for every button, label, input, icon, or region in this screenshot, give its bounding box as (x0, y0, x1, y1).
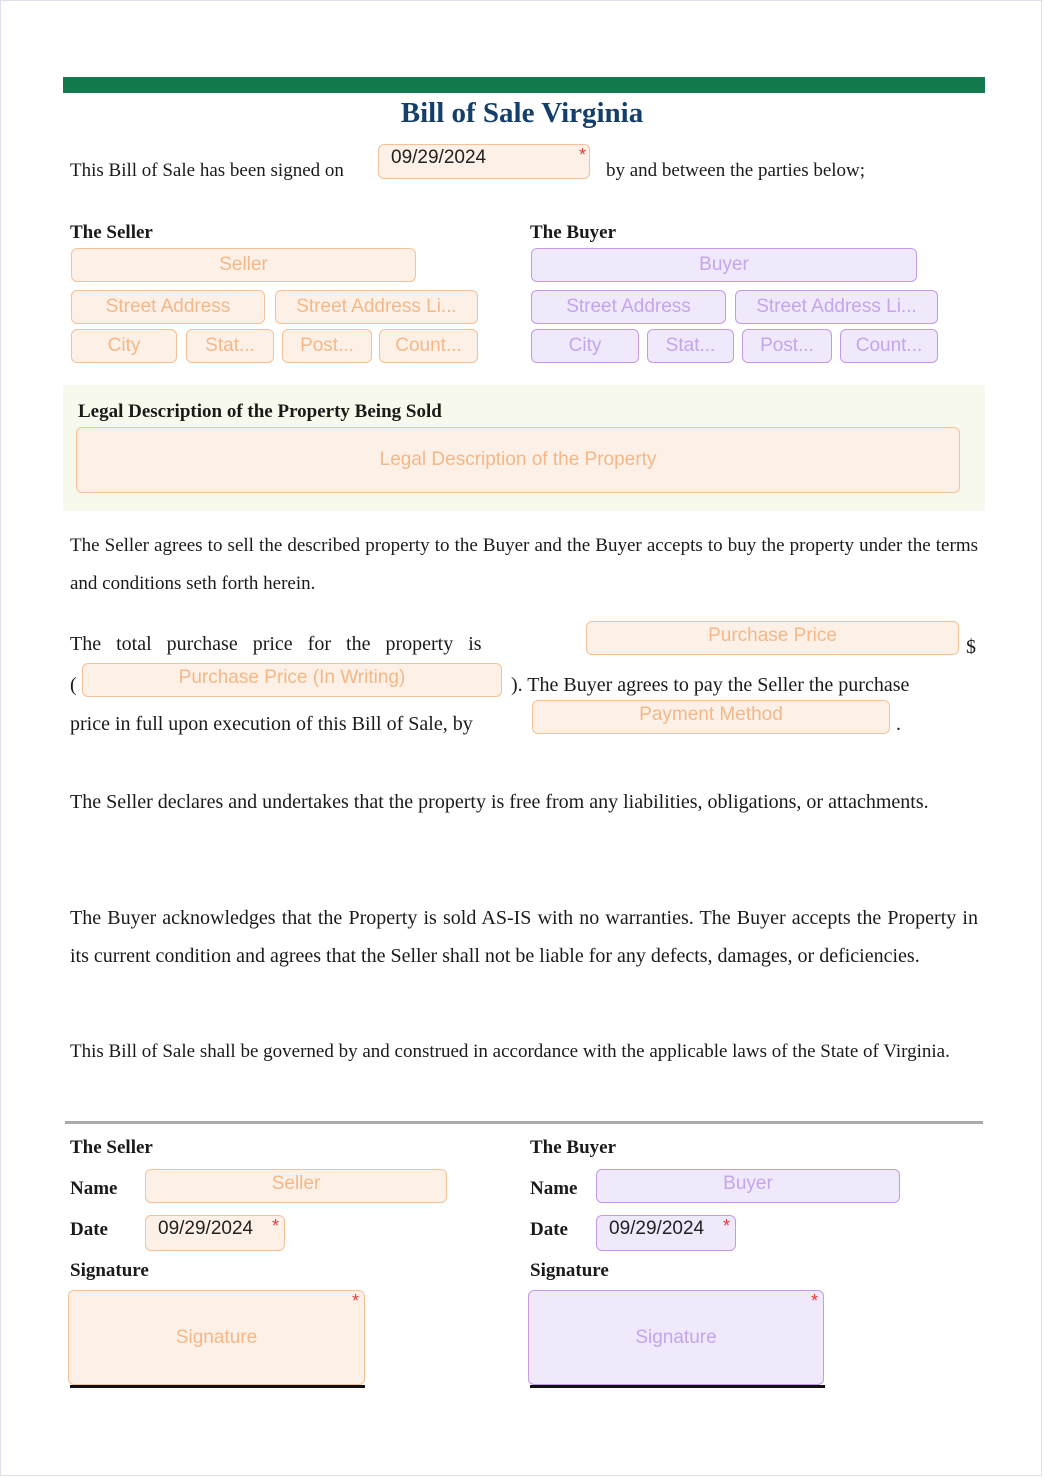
required-marker: * (579, 145, 587, 165)
required-marker: * (272, 1216, 280, 1236)
buyer-sign-name-field[interactable]: Buyer (596, 1169, 900, 1203)
price-line3-prefix: price in full upon execution of this Bill of Sale, by (70, 713, 473, 735)
price-line-prefix: The total purchase price for the property is (70, 633, 482, 655)
buyer-name-label: Name (530, 1178, 578, 1199)
period: . (896, 713, 901, 735)
seller-name-field[interactable]: Seller (71, 248, 416, 282)
seller-heading: The Seller (70, 222, 153, 243)
agreement-paragraph: The Seller agrees to sell the described property to the Buyer and the Buyer accepts to buy the property under the terms and conditions seth forth herein. (70, 535, 978, 594)
intro-prefix: This Bill of Sale has been signed on (70, 160, 344, 181)
buyer-postal-field[interactable]: Post... (742, 329, 832, 363)
seller-street2-field[interactable]: Street Address Li... (275, 290, 478, 324)
legal-description-field[interactable]: Legal Description of the Property (76, 427, 960, 493)
buyer-signature-line (530, 1385, 825, 1388)
as-is-paragraph: The Buyer acknowledges that the Property is sold AS-IS with no warranties. The Buyer accepts the Property in its current condition and agrees that the Seller shall not be liable for any defects, damages, or deficiencies. (70, 907, 978, 967)
header-bar (63, 77, 985, 93)
seller-sign-date-field[interactable]: 09/29/2024 (145, 1215, 285, 1251)
buyer-street-field[interactable]: Street Address (531, 290, 726, 324)
buyer-state-field[interactable]: Stat... (647, 329, 734, 363)
seller-sign-heading: The Seller (70, 1137, 153, 1158)
intro-suffix: by and between the parties below; (606, 160, 866, 181)
section-divider (65, 1121, 983, 1124)
seller-sign-name-field[interactable]: Seller (145, 1169, 447, 1203)
seller-state-field[interactable]: Stat... (186, 329, 274, 363)
purchase-price-writing-field[interactable]: Purchase Price (In Writing) (82, 663, 502, 697)
document-title: Bill of Sale Virginia (400, 97, 644, 129)
legal-heading: Legal Description of the Property Being Sold (78, 401, 442, 422)
price-line2-suffix: ). The Buyer agrees to pay the Seller the purchase (511, 674, 910, 696)
signed-date-field[interactable] (378, 144, 590, 179)
signed-date-value: 09/29/2024 (391, 147, 487, 168)
seller-signature-line (70, 1385, 365, 1388)
dollar-sign: $ (966, 636, 976, 658)
buyer-street2-field[interactable]: Street Address Li... (735, 290, 938, 324)
seller-street-field[interactable]: Street Address (71, 290, 265, 324)
buyer-country-field[interactable]: Count... (840, 329, 938, 363)
seller-name-label: Name (70, 1178, 118, 1199)
seller-city-field[interactable]: City (71, 329, 177, 363)
governing-law-paragraph: This Bill of Sale shall be governed by and construed in accordance with the applicable laws of the State of Virginia. (70, 1041, 950, 1062)
seller-signature-label: Signature (70, 1260, 149, 1281)
buyer-sign-heading: The Buyer (530, 1137, 617, 1158)
payment-method-field[interactable]: Payment Method (532, 700, 890, 734)
required-marker: * (723, 1216, 731, 1236)
buyer-date-label: Date (530, 1219, 568, 1240)
required-marker: * (811, 1291, 819, 1311)
declaration-paragraph: The Seller declares and undertakes that the property is free from any liabilities, obligations, or attachments. (70, 791, 929, 813)
seller-postal-field[interactable]: Post... (282, 329, 372, 363)
seller-date-label: Date (70, 1219, 108, 1240)
purchase-price-field[interactable]: Purchase Price (586, 621, 959, 655)
buyer-city-field[interactable]: City (531, 329, 639, 363)
buyer-sign-date-field[interactable]: 09/29/2024 (596, 1215, 736, 1251)
seller-country-field[interactable]: Count... (379, 329, 478, 363)
buyer-signature-label: Signature (530, 1260, 609, 1281)
open-paren: ( (70, 674, 77, 696)
required-marker: * (352, 1291, 360, 1311)
seller-signature-field[interactable]: Signature (68, 1290, 365, 1385)
buyer-name-field[interactable]: Buyer (531, 248, 917, 282)
buyer-heading: The Buyer (530, 222, 617, 243)
buyer-signature-field[interactable]: Signature (528, 1290, 824, 1385)
